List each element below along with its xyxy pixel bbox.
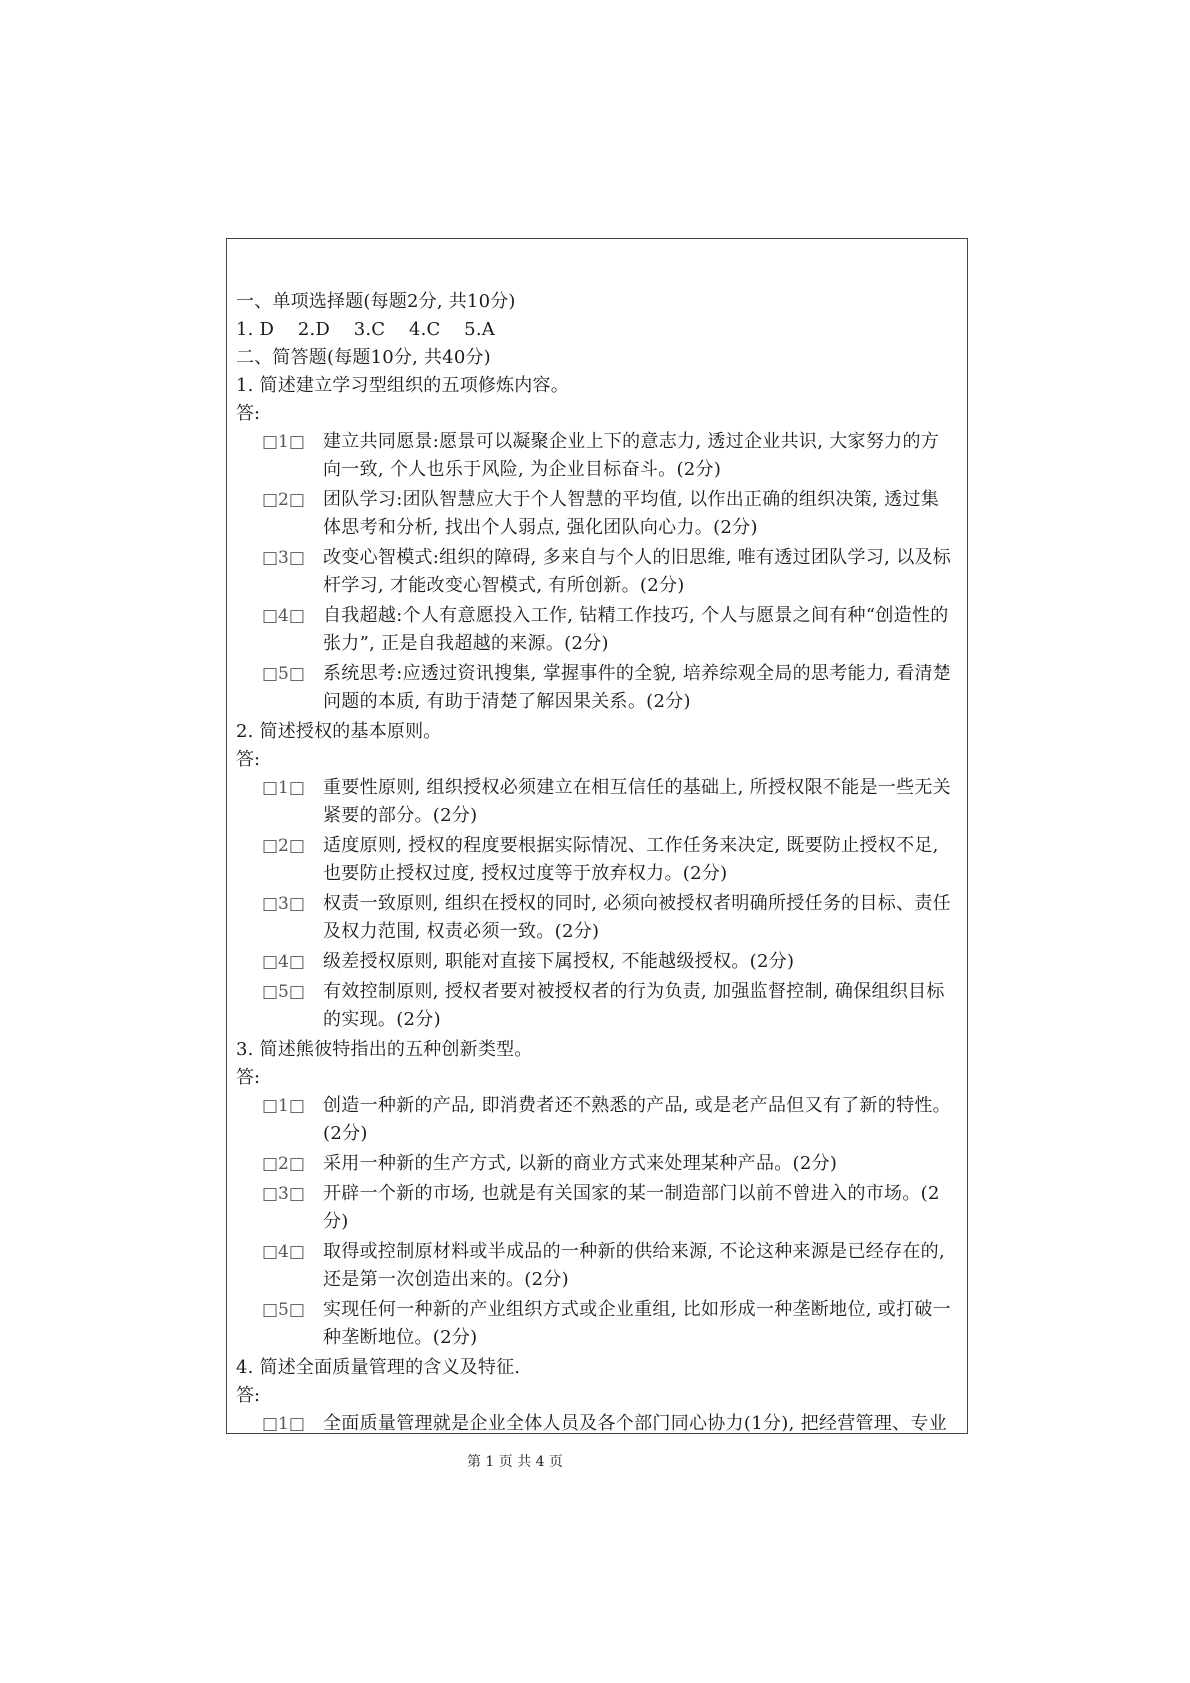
item-number: □3□ <box>262 548 305 568</box>
list-item <box>236 602 957 658</box>
question-title: 2. 简述授权的基本原则。 <box>236 721 442 742</box>
item-number: □4□ <box>262 1242 305 1262</box>
question-title: 1. 简述建立学习型组织的五项修炼内容。 <box>236 375 569 396</box>
item-text: 重要性原则, 组织授权必须建立在相互信任的基础上, 所授权限不能是一些无关紧要的部分。(2分) <box>323 777 951 826</box>
item-number: □3□ <box>262 894 305 914</box>
item-number: □3□ <box>262 1184 305 1204</box>
section-1-title: 一、单项选择题(每题2分, 共10分) <box>236 291 516 312</box>
list-item <box>236 1092 957 1148</box>
list-item <box>236 1238 957 1294</box>
item-text: 适度原则, 授权的程度要根据实际情况、工作任务来决定, 既要防止授权不足, 也要防止授权过度, 授权过度等于放弃权力。(2分) <box>323 835 939 884</box>
item-text: 取得或控制原材料或半成品的一种新的供给来源, 不论这种来源是已经存在的, 还是第一次创造出来的。(2分) <box>323 1241 945 1290</box>
question-title: 3. 简述熊彼特指出的五种创新类型。 <box>236 1039 533 1060</box>
item-text: 有效控制原则, 授权者要对被授权者的行为负责, 加强监督控制, 确保组织目标的实现。(2分) <box>323 981 945 1030</box>
item-number: □2□ <box>262 836 305 856</box>
item-number: □4□ <box>262 606 305 626</box>
list-item <box>236 890 957 946</box>
item-text: 采用一种新的生产方式, 以新的商业方式来处理某种产品。(2分) <box>323 1153 838 1174</box>
list-item <box>236 660 957 716</box>
answer-sheet-frame <box>226 238 968 1434</box>
list-item <box>236 1180 957 1236</box>
item-text: 自我超越:个人有意愿投入工作, 钻精工作技巧, 个人与愿景之间有种“创造性的张力”, 正是自我超越的来源。(2分) <box>323 605 949 654</box>
answer-content <box>236 288 957 1434</box>
item-number: □1□ <box>262 432 305 452</box>
section-1-answers: 1. D 2.D 3.C 4.C 5.A <box>236 319 495 340</box>
list-item <box>236 1410 957 1434</box>
list-item <box>236 486 957 542</box>
answer-label: 答: <box>236 1067 261 1088</box>
item-text: 全面质量管理就是企业全体人员及各个部门同心协力(1分), 把经营管理、专业 <box>323 1413 948 1434</box>
item-text: 开辟一个新的市场, 也就是有关国家的某一制造部门以前不曾进入的市场。(2分) <box>323 1183 940 1232</box>
question-title: 4. 简述全面质量管理的含义及特征. <box>236 1357 521 1378</box>
list-item <box>236 544 957 600</box>
section-2-title: 二、简答题(每题10分, 共40分) <box>236 347 491 368</box>
item-number: □4□ <box>262 952 305 972</box>
list-item <box>236 774 957 830</box>
list-item <box>236 428 957 484</box>
item-text: 建立共同愿景:愿景可以凝聚企业上下的意志力, 透过企业共识, 大家努力的方向一致, 个人也乐于风险, 为企业目标奋斗。(2分) <box>323 431 940 480</box>
answer-label: 答: <box>236 749 261 770</box>
list-item <box>236 978 957 1034</box>
item-number: □2□ <box>262 1154 305 1174</box>
item-number: □2□ <box>262 490 305 510</box>
answer-label: 答: <box>236 403 261 424</box>
item-number: □1□ <box>262 1414 305 1434</box>
item-text: 级差授权原则, 职能对直接下属授权, 不能越级授权。(2分) <box>323 951 795 972</box>
item-text: 权责一致原则, 组织在授权的同时, 必须向被授权者明确所授任务的目标、责任及权力范围, 权责必须一致。(2分) <box>323 893 951 942</box>
item-number: □5□ <box>262 1300 305 1320</box>
page-number: 第 1 页 共 4 页 <box>466 1454 564 1470</box>
item-number: □5□ <box>262 982 305 1002</box>
item-text: 实现任何一种新的产业组织方式或企业重组, 比如形成一种垄断地位, 或打破一种垄断地位。(2分) <box>323 1299 951 1348</box>
list-item <box>236 948 957 976</box>
item-number: □1□ <box>262 778 305 798</box>
item-text: 创造一种新的产品, 即消费者还不熟悉的产品, 或是老产品但又有了新的特性。(2分) <box>323 1095 951 1144</box>
list-item <box>236 1150 957 1178</box>
list-item <box>236 1296 957 1352</box>
item-number: □1□ <box>262 1096 305 1116</box>
page-footer <box>0 1451 1190 1471</box>
item-text: 改变心智模式:组织的障碍, 多来自与个人的旧思维, 唯有透过团队学习, 以及标杆学习, 才能改变心智模式, 有所创新。(2分) <box>323 547 952 596</box>
item-number: □5□ <box>262 664 305 684</box>
list-item <box>236 832 957 888</box>
answer-label: 答: <box>236 1385 261 1406</box>
item-text: 系统思考:应透过资讯搜集, 掌握事件的全貌, 培养综观全局的思考能力, 看清楚问题的本质, 有助于清楚了解因果关系。(2分) <box>323 663 952 712</box>
item-text: 团队学习:团队智慧应大于个人智慧的平均值, 以作出正确的组织决策, 透过集体思考和分析, 找出个人弱点, 强化团队向心力。(2分) <box>323 489 940 538</box>
